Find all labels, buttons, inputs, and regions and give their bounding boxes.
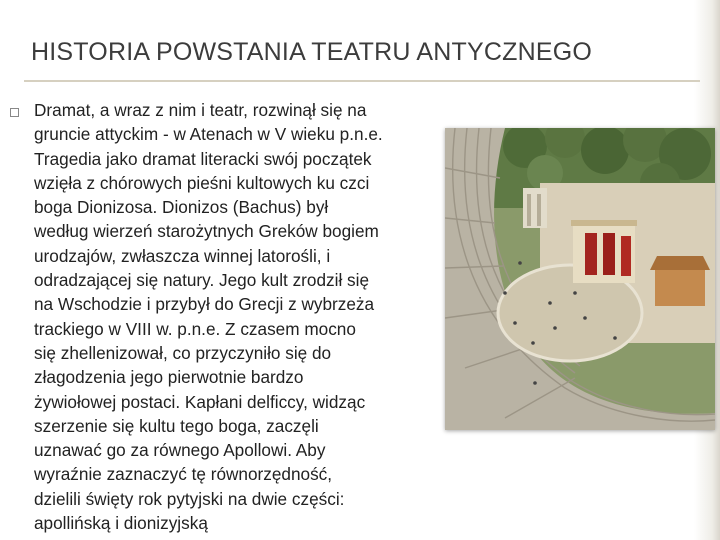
body-paragraph: Dramat, a wraz z nim i teatr, rozwinął się na gruncie attyckim - w Atenach w V wieku p.n.e. Tragedia jako dramat literacki swój początek wzięła z chórowych pieśni kultowych ku czci boga Dionizosa. Dionizos (Bachus) był według wierzeń starożytnych Greków bogiem urodzajów, zwłaszcza winnej latorośli, i odradzającej się natury. Jego kult zrodził się na Wschodzie i przybył do Grecji z wybrzeża trackiego w VIII w. p.n.e. Z czasem mocno się zhellenizował, co przyczyniło się do złagodzenia jego pierwotnie bardzo żywiołowej postaci. Kapłani delficcy, widząc szerzenie się kultu tego boga, zaczęli uznawać go za równego Apollowi. Aby wyraźnie zaznaczyć tę równorzędność, dzielili święty rok pytyjski na dwie części: apollińską i dionizyjską xyxy=(34,100,383,534)
slide-title: HISTORIA POWSTANIA TEATRU ANTYCZNEGO xyxy=(31,38,592,66)
title-divider xyxy=(24,80,700,82)
ancient-theatre-photo xyxy=(445,128,715,430)
square-bullet-icon xyxy=(10,108,19,117)
